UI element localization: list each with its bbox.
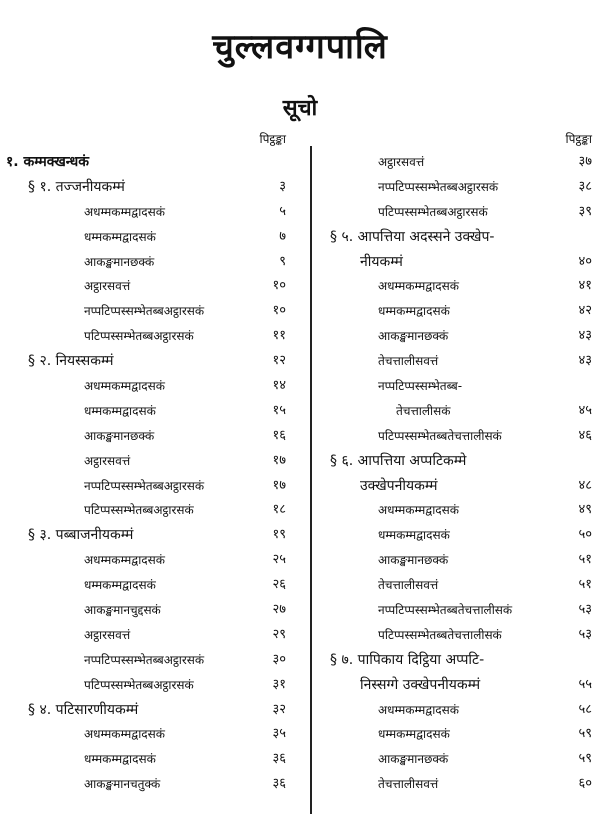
toc-entry-row: [326, 772, 596, 797]
toc-entry-row: [326, 399, 596, 424]
toc-entry-row: [6, 399, 298, 424]
toc-entry-title: अधम्मकम्मद्वादसकं: [84, 379, 166, 394]
toc-entry-row: [6, 498, 298, 523]
toc-right-rows: [326, 150, 596, 797]
toc-page-number: १४: [272, 378, 286, 394]
toc-page-number: ५८: [578, 701, 592, 717]
toc-left-column: [6, 128, 298, 797]
toc-entry-title: धम्मकम्मद्वादसकं: [84, 403, 156, 418]
toc-entry-title: § ३. पब्बाजनीयकम्मं: [28, 527, 134, 544]
toc-entry-title: अधम्मकम्मद्वादसकं: [378, 503, 460, 518]
toc-entry-title: अधम्मकम्मद्वादसकं: [84, 727, 166, 742]
toc-page-number: ३१: [272, 676, 286, 692]
toc-entry-row: [6, 374, 298, 399]
toc-entry-row: [326, 523, 596, 548]
toc-page-number: ५३: [578, 626, 592, 642]
toc-entry-title: अधम्मकम्मद्वादसकं: [378, 702, 460, 717]
toc-entry-title: नप्पटिप्पस्सम्भेतब्बअट्ठारसकं: [84, 304, 205, 319]
toc-entry-row: [6, 225, 298, 250]
toc-entry-row: [326, 349, 596, 374]
toc-entry-row: [326, 175, 596, 200]
toc-entry-title: पटिप्पस्सम्भेतब्बतेचत्तालीसकं: [378, 627, 502, 642]
toc-entry-title: आकङ्खमानचतुक्कं: [84, 777, 161, 792]
toc-page-number: १७: [272, 452, 286, 468]
toc-entry-title: धम्मकम्मद्वादसकं: [378, 528, 450, 543]
toc-section-row: [326, 225, 596, 250]
toc-entry-title: आकङ्खमानछक्कं: [84, 428, 155, 443]
toc-entry-title: निस्सग्गे उक्खेपनीयकम्मं: [360, 676, 481, 693]
toc-entry-row: [6, 474, 298, 499]
toc-page-number: ३२: [272, 701, 286, 717]
toc-entry-title: उक्खेपनीयकम्मं: [360, 477, 438, 494]
toc-entry-title: पटिप्पस्सम्भेतब्बअट्ठारसकं: [378, 204, 488, 219]
toc-entry-row: [6, 274, 298, 299]
toc-entry-title: आकङ्खमानछक्कं: [378, 752, 449, 767]
toc-page-number: ४५: [578, 402, 592, 418]
toc-entry-title: आकङ्खमानछक्कं: [84, 254, 155, 269]
toc-entry-title: अधम्मकम्मद्वादसकं: [84, 204, 166, 219]
column-divider: [310, 146, 312, 814]
toc-page-number: ४१: [578, 278, 592, 294]
toc-entry-row: [6, 324, 298, 349]
toc-entry-title: नप्पटिप्पस्सम्भेतब्बअट्ठारसकं: [378, 179, 499, 194]
toc-page-number: ४०: [578, 253, 592, 269]
toc-entry-title: § १. तज्जनीयकम्मं: [28, 178, 125, 195]
toc-page-number: १२: [272, 353, 286, 369]
toc-page-number: ५०: [578, 527, 592, 543]
toc-page-number: ३९: [578, 203, 592, 219]
toc-right-column: [326, 128, 596, 797]
page-number-header: पिट्ठङ्का: [259, 132, 286, 146]
toc-entry-row: [326, 548, 596, 573]
toc-entry-row: [6, 673, 298, 698]
toc-entry-title: आकङ्खमानचुद्दसकं: [84, 603, 161, 618]
toc-left-rows: [6, 150, 298, 797]
toc-entry-row: [6, 573, 298, 598]
toc-page-number: ३८: [578, 178, 592, 194]
toc-page-number: ९: [279, 253, 286, 269]
toc-entry-title: § ५. आपत्तिया अदस्सने उक्खेप-: [330, 228, 495, 245]
toc-page-number: १८: [272, 502, 286, 518]
toc-page-number: ५१: [578, 552, 592, 568]
toc-entry-row: [326, 573, 596, 598]
toc-entry-title: अट्ठारसवत्तं: [84, 453, 131, 468]
toc-section-row: [326, 474, 596, 499]
toc-entry-title: धम्मकम्मद्वादसकं: [378, 304, 450, 319]
toc-section-row: [6, 349, 298, 374]
toc-entry-row: [326, 274, 596, 299]
toc-section-row: [6, 698, 298, 723]
toc-page-number: ३५: [272, 726, 286, 742]
toc-entry-title: १. कम्मक्खन्धकं: [6, 154, 90, 170]
toc-entry-title: अधम्मकम्मद्वादसकं: [378, 279, 460, 294]
toc-entry-row: [6, 747, 298, 772]
toc-entry-row: [6, 772, 298, 797]
toc-page-number: २६: [272, 577, 286, 593]
page-number-header: पिट्ठङ्का: [565, 132, 592, 146]
toc-entry-row: [326, 747, 596, 772]
toc-page-number: २५: [272, 552, 286, 568]
toc-entry-title: तेचत्तालीसवत्तं: [378, 777, 439, 792]
toc-entry-title: धम्मकम्मद्वादसकं: [378, 727, 450, 742]
toc-entry-title: तेचत्तालीसकं: [396, 403, 451, 418]
toc-section-row: [6, 523, 298, 548]
toc-entry-row: [326, 150, 596, 175]
toc-entry-title: § ४. पटिसारणीयकम्मं: [28, 701, 139, 718]
toc-entry-title: पटिप्पस्सम्भेतब्बअट्ठारसकं: [84, 677, 194, 692]
contents-heading: सूचो: [282, 96, 318, 121]
toc-entry-title: नप्पटिप्पस्सम्भेतब्बतेचत्तालीसकं: [378, 603, 513, 618]
toc-entry-row: [326, 299, 596, 324]
toc-entry-title: पटिप्पस्सम्भेतब्बअट्ठारसकं: [84, 503, 194, 518]
toc-page-number: ५५: [578, 676, 592, 692]
toc-section-row: [6, 175, 298, 200]
toc-entry-row: [6, 548, 298, 573]
toc-entry-row: [6, 623, 298, 648]
toc-entry-title: अट्ठारसवत्तं: [378, 155, 425, 169]
toc-page-number: ४३: [578, 328, 592, 344]
toc-entry-row: [326, 200, 596, 225]
toc-section-row: [326, 250, 596, 275]
toc-entry-title: आकङ्खमानछक्कं: [378, 329, 449, 344]
toc-entry-title: तेचत्तालीसवत्तं: [378, 354, 439, 369]
toc-entry-title: आकङ्खमानछक्कं: [378, 553, 449, 568]
toc-entry-row: [6, 299, 298, 324]
toc-section-row: [326, 648, 596, 673]
toc-entry-title: धम्मकम्मद्वादसकं: [84, 752, 156, 767]
toc-entry-row: [326, 698, 596, 723]
toc-entry-row: [326, 722, 596, 747]
toc-page-number: १७: [272, 477, 286, 493]
toc-entry-title: अट्ठारसवत्तं: [84, 627, 131, 642]
toc-page-number: १०: [272, 278, 286, 294]
book-title: चुल्लवग्गपालि: [212, 27, 388, 67]
toc-entry-row: [6, 598, 298, 623]
toc-entry-title: नप्पटिप्पस्सम्भेतब्बअट्ठारसकं: [84, 478, 205, 493]
toc-entry-row: [6, 250, 298, 275]
toc-page-number: १६: [272, 427, 286, 443]
toc-page-number: १९: [272, 527, 286, 543]
toc-page-number: ४६: [578, 427, 592, 443]
toc-page-number: ६०: [578, 776, 592, 792]
toc-entry-row: [326, 324, 596, 349]
toc-entry-row: [326, 424, 596, 449]
toc-entry-row: [326, 598, 596, 623]
toc-entry-row: [326, 623, 596, 648]
toc-entry-row: [6, 200, 298, 225]
toc-page-number: ३६: [272, 751, 286, 767]
toc-entry-title: पटिप्पस्सम्भेतब्बअट्ठारसकं: [84, 329, 194, 344]
toc-page-number: ११: [272, 328, 286, 344]
toc-page-number: ४२: [578, 303, 592, 319]
toc-page-number: ३६: [272, 776, 286, 792]
toc-page-number: ५९: [578, 751, 592, 767]
toc-entry-title: नप्पटिप्पस्सम्भेतब्ब-: [378, 379, 463, 394]
toc-entry-title: § ७. पापिकाय दिट्ठिया अप्पटि-: [330, 651, 485, 668]
toc-page-number: २७: [272, 602, 286, 618]
toc-section-row: [326, 673, 596, 698]
toc-entry-title: § २. नियस्सकम्मं: [28, 353, 114, 370]
toc-entry-row: [6, 424, 298, 449]
toc-entry-title: नीयकम्मं: [360, 253, 403, 270]
toc-page-number: ४८: [578, 477, 592, 493]
toc-entry-title: नप्पटिप्पस्सम्भेतब्बअट्ठारसकं: [84, 652, 205, 667]
toc-page-number: ३७: [578, 154, 592, 169]
toc-entry-row: [326, 498, 596, 523]
toc-page-number: ५: [279, 203, 286, 219]
toc-page-number: ३: [279, 178, 286, 194]
toc-entry-title: § ६. आपत्तिया अप्पटिकम्मे: [330, 452, 467, 469]
toc-page-number: २९: [272, 626, 286, 642]
toc-entry-title: अधम्मकम्मद्वादसकं: [84, 553, 166, 568]
toc-entry-row: [6, 722, 298, 747]
toc-entry-title: तेचत्तालीसवत्तं: [378, 578, 439, 593]
toc-entry-row: [6, 648, 298, 673]
toc-page-number: ५९: [578, 726, 592, 742]
toc-entry-title: अट्ठारसवत्तं: [84, 279, 131, 294]
toc-page-number: ४३: [578, 353, 592, 369]
toc-page-number: ७: [279, 228, 286, 244]
toc-entry-row: [326, 374, 596, 399]
toc-page-number: १०: [272, 303, 286, 319]
toc-entry-title: धम्मकम्मद्वादसकं: [84, 229, 156, 244]
toc-page-number: १५: [272, 402, 286, 418]
toc-page-number: ४९: [578, 502, 592, 518]
toc-section-row: [326, 449, 596, 474]
toc-chapter-row: [6, 150, 298, 175]
toc-entry-row: [6, 449, 298, 474]
toc-entry-title: धम्मकम्मद्वादसकं: [84, 578, 156, 593]
toc-page-number: ५१: [578, 577, 592, 593]
toc-page-number: ३०: [272, 651, 286, 667]
toc-page-number: ५३: [578, 602, 592, 618]
toc-entry-title: पटिप्पस्सम्भेतब्बतेचत्तालीसकं: [378, 428, 502, 443]
